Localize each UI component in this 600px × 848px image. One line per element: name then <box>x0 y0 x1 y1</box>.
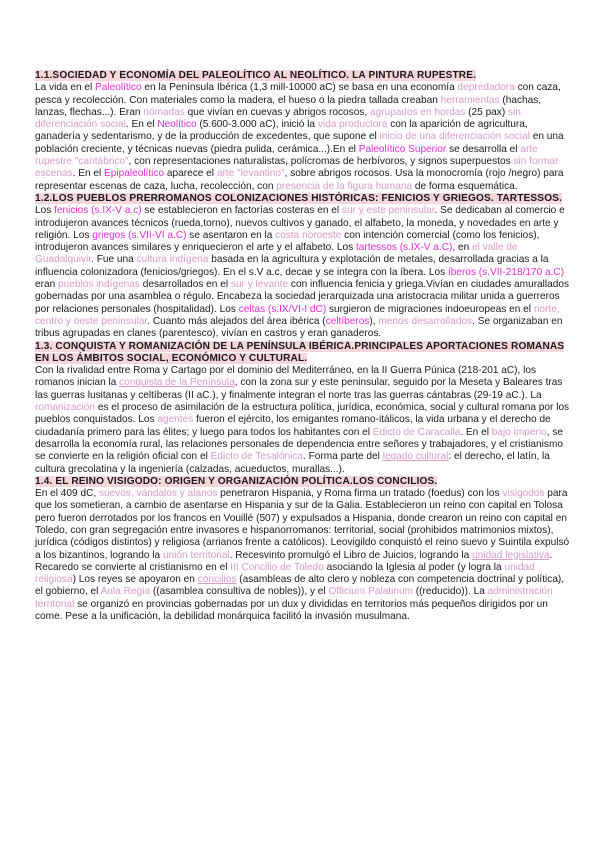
body-text: : el derecho, el latín, la cultura grecolatina y la ingeniería (calzadas, acueductos, murallas...). <box>35 451 550 475</box>
highlighted-term: agentes <box>157 414 194 426</box>
highlighted-term: pueblos indígenas <box>58 279 140 291</box>
body-text: eran <box>35 279 59 291</box>
highlighted-term: sin diferenciación social <box>35 106 521 131</box>
body-text: con intención comercial (como los fenicios), introdujeron avances similares y enriquecieron el arte y el alfabeto. Los <box>35 229 540 254</box>
section-reino-visigodo <box>35 476 572 624</box>
highlighted-term: íberos (s.VII-218/170 a.C) <box>447 266 565 278</box>
body-text: ((reducido)). La <box>413 586 488 598</box>
highlighted-term: griegos (s.VII-VI a.C) <box>92 229 187 241</box>
body-text: Los <box>35 205 55 217</box>
highlighted-term: unidad legislativa <box>472 549 550 561</box>
highlighted-term: fenicios (s.IX-V a.c) <box>54 205 142 217</box>
body-text: . Forma parte del <box>303 451 383 463</box>
highlighted-term: legado cultural <box>382 451 449 463</box>
highlighted-term: Paleolítico <box>95 82 142 94</box>
body-text: . Cuanto más alejados del área ibérica ( <box>147 315 326 327</box>
highlighted-term: Edicto de Caracalla <box>372 426 461 438</box>
body-text: basada en la agricultura y explotación de metales, desarrollada gracias a la influencia colonizadora (fenicios/griegos). En el s.V a.c, decae y se integra con la íbera. Los <box>35 254 549 278</box>
highlighted-term: el valle de Guadalquivir <box>35 242 518 266</box>
highlighted-term: romanización <box>35 402 96 414</box>
section-heading <box>35 476 572 488</box>
section-heading <box>35 70 572 82</box>
highlighted-term: concilios <box>197 574 237 586</box>
highlighted-term: Aula Regia <box>100 586 151 598</box>
body-text: con influencia fenicia y griega.Vivían en ciudades amurallados gobernadas por una asamblea o régulo. Encabeza la sociedad jerarquizada una aristocracia militar unida a guerreros por relaciones personales (hospitalidad). Los <box>35 279 570 315</box>
section-body <box>35 82 572 193</box>
highlighted-term: Epipaleolítico <box>104 168 165 180</box>
highlighted-term: inicio de una diferenciación social <box>379 131 530 143</box>
highlighted-term: depredadora <box>457 82 515 94</box>
body-text: . Recesvinto promulgó el Libro de Juicios, logrando la <box>229 549 473 561</box>
highlighted-term: visigodos <box>502 488 545 500</box>
body-text: se desarrolla el <box>446 143 521 155</box>
highlighted-term: menos desarrollados <box>378 315 473 327</box>
heading-text: 1.2.LOS PUEBLOS PRERROMANOS COLONIZACIONES HISTÓRICAS: FENICIOS Y GRIEGOS. TARTESSOS. <box>35 192 563 204</box>
body-text: para que los sometieran, a cambio de asentarse en Hispania y sur de la Galia. Establecieron un reino con capital en Tolosa pero fueron derrotados por los francos en Vouillé (507) y expulsados a Hispania, donde crearon un reino con capital en Toledo, con gran segregación entre invasores e hispanorromanos: territorial, social (prohibidos matrimonios mixtos), jurídica (códigos distintos) y religiosa (arrianos frente a católicos). Leovigildo conquistó el reino suevo y Suintila expulsó a los bizantinos, logrando la <box>35 488 570 561</box>
section-heading <box>35 193 572 205</box>
highlighted-term: agrupados en hordas <box>369 106 466 118</box>
body-text: asociando la Iglesia al poder (y logra la <box>323 561 505 573</box>
body-text: . Recaredo se convierte al cristianismo en el <box>35 549 553 573</box>
body-text: surgieron de migraciones indoeuropeas en el <box>326 303 534 315</box>
section-romanizacion <box>35 341 572 476</box>
section-body <box>35 365 572 476</box>
section-heading <box>35 341 572 366</box>
body-text: aparece el <box>164 168 217 180</box>
body-text: (hachas, lanzas, flechas...). Eran <box>35 94 542 118</box>
body-text: en la Península Ibérica (1,3 mill-10000 aC) se basa en una economía <box>141 82 458 94</box>
section-body <box>35 488 572 623</box>
highlighted-term: unidad religiosa <box>35 561 535 586</box>
highlighted-term: celtas (s.IX/VI-I dC) <box>238 303 327 315</box>
body-text: se asentaron en la <box>186 229 276 241</box>
heading-text: 1.3. CONQUISTA Y ROMANIZACIÓN DE LA PENÍNSULA IBÉRICA.PRINCIPALES APORTACIONES ROMANAS EN LOS ÁMBITOS SOCIAL, ECONÓMICO Y CULTURAL. <box>35 340 565 364</box>
highlighted-term: tartessos (s.IX-V a.C) <box>355 242 453 254</box>
highlighted-term: bajo imperio <box>491 426 547 438</box>
highlighted-term: norte, centro y oeste peninsular <box>35 303 560 327</box>
body-text: que vivían en cuevas y abrigos rocosos, <box>184 106 370 118</box>
highlighted-term: celtíberos <box>325 315 370 327</box>
heading-text: 1.4. EL REINO VISIGODO: ORIGEN Y ORGANIZACIÓN POLÍTICA.LOS CONCILIOS. <box>35 475 438 487</box>
highlighted-term: Edicto de Tesalónica <box>210 451 304 463</box>
highlighted-term: unión territorial <box>162 549 230 561</box>
body-text: . Fue una <box>91 254 137 266</box>
highlighted-term: presencia de la figura humana <box>276 180 413 192</box>
section-paleolitico-neolitico <box>35 70 572 193</box>
body-text: . En el <box>460 426 492 438</box>
highlighted-term: administración territorial <box>35 586 553 610</box>
highlighted-term: III Concilio de Toledo <box>230 561 324 573</box>
body-text: en una población creciente, y técnicas nuevas (piedra pulida, cerámica...).En el <box>35 131 564 155</box>
body-text: desarrollados en el <box>139 279 231 291</box>
body-text: fueron el ejército, los emigantes romano-itálicos, la vida urbana y el derecho de ciudadanía primero para las élites; y luego para todos los habitantes con el <box>35 414 551 438</box>
highlighted-term: cultura indígena <box>136 254 209 266</box>
body-text: , se desarrolla la economía rural, las relaciones personales de dependencia entre señores y trabajadores, y el cristianismo se convierte en la religión oficial con el <box>35 426 564 463</box>
body-text: (25 pax) <box>465 106 509 118</box>
highlighted-term: sur y levante <box>230 279 289 291</box>
body-text: , en <box>452 242 473 254</box>
highlighted-term: arte "levantino" <box>216 168 285 180</box>
highlighted-term: Officium Palatinum <box>328 586 413 598</box>
body-text: , con representaciones naturalistas, polícromas de herbívoros, y signos superpuestos <box>128 156 514 168</box>
highlighted-term: sin formar escenas <box>35 156 559 180</box>
body-text: es el proceso de asimilación de la estructura política, jurídica, económica, social y cultural romana por los pueblos conquistados. Los <box>35 402 570 426</box>
highlighted-term: arte rupestre "cantábrico" <box>35 143 538 168</box>
highlighted-term: conquista de la Península <box>119 377 235 389</box>
highlighted-term: Paleolítico Superior <box>358 143 447 155</box>
section-body <box>35 205 572 340</box>
body-text: La vida en el <box>35 82 96 94</box>
highlighted-term: nómadas <box>143 106 185 118</box>
body-text: , sobre abrigos rocosos. Usa la monocromía (rojo /negro) para representar escenas de caza, lucha, recolección, con <box>35 168 564 192</box>
highlighted-term: suevos, vándalos y alanos <box>98 488 218 500</box>
body-text: (5.600-3.000 aC), inició la <box>196 119 318 131</box>
body-text: . En el <box>72 168 105 180</box>
body-text: Con la rivalidad entre Roma y Cartago por el dominio del Mediterráneo, en la II Guerra Púnica (218-201 aC), los romanos inician la <box>35 365 537 389</box>
body-text: de forma esquemática. <box>412 180 518 192</box>
body-text: con caza, pesca y recolección. Con materiales como la madera, el hueso o la piedra tallada creaban <box>35 82 561 106</box>
body-text: En el 409 dC, <box>35 488 99 500</box>
highlighted-term: Neolítico <box>157 119 197 131</box>
highlighted-term: costa noroeste <box>275 229 342 241</box>
body-text: . Se dedicaban al comercio e introdujeron avances técnicos (rueda,torno), nuevos cultivos y ganado, el alfabeto, la moneda, y novedades en arte y religión. Los <box>35 205 565 241</box>
body-text: se organizó en provincias gobernadas por un dux y divididas en territorios más pequeños dirigidos por un come. Pese a la unificación, la debilidad monárquica facilitó la invasión musulmana. <box>35 598 548 623</box>
body-text: ((asamblea consultiva de nobles)), y el <box>150 586 329 598</box>
highlighted-term: vida productora <box>317 119 388 131</box>
body-text: con la aparición de agricultura, ganadería y sedentarismo, y de la producción de excedentes, que supone el <box>35 119 528 143</box>
highlighted-term: herramientas <box>440 94 500 106</box>
body-text: penetraron Hispania, y Roma firma un tratado (foedus) con los <box>217 488 503 500</box>
body-text: se establecieron en factorías costeras en el <box>141 205 342 217</box>
body-text: ), <box>369 315 379 327</box>
body-text: (asambleas de alto clero y nobleza con competencia doctrinal y política), el gobierno, el <box>35 574 565 598</box>
body-text: , con la zona sur y este peninsular, seguido por la Meseta y Baleares tras las guerras lusitanas y celtíberas (II aC.), y finalmente integran el norte tras las guerras cántabras (29-19 aC.). La <box>35 377 563 401</box>
body-text: . En el <box>125 119 158 131</box>
body-text: . Se organizaban en tribus agrupadas en clanes (parentesco), vivían en castros y eran ganaderos. <box>35 315 563 340</box>
section-pueblos-prerromanos <box>35 193 572 341</box>
highlighted-term: sur y este peninsular <box>341 205 435 217</box>
body-text: ) Los reyes se apoyaron en <box>72 574 198 586</box>
heading-text: 1.1.SOCIEDAD Y ECONOMÍA DEL PALEOLÍTICO AL NEOLÍTICO. LA PINTURA RUPESTRE. <box>35 70 477 81</box>
